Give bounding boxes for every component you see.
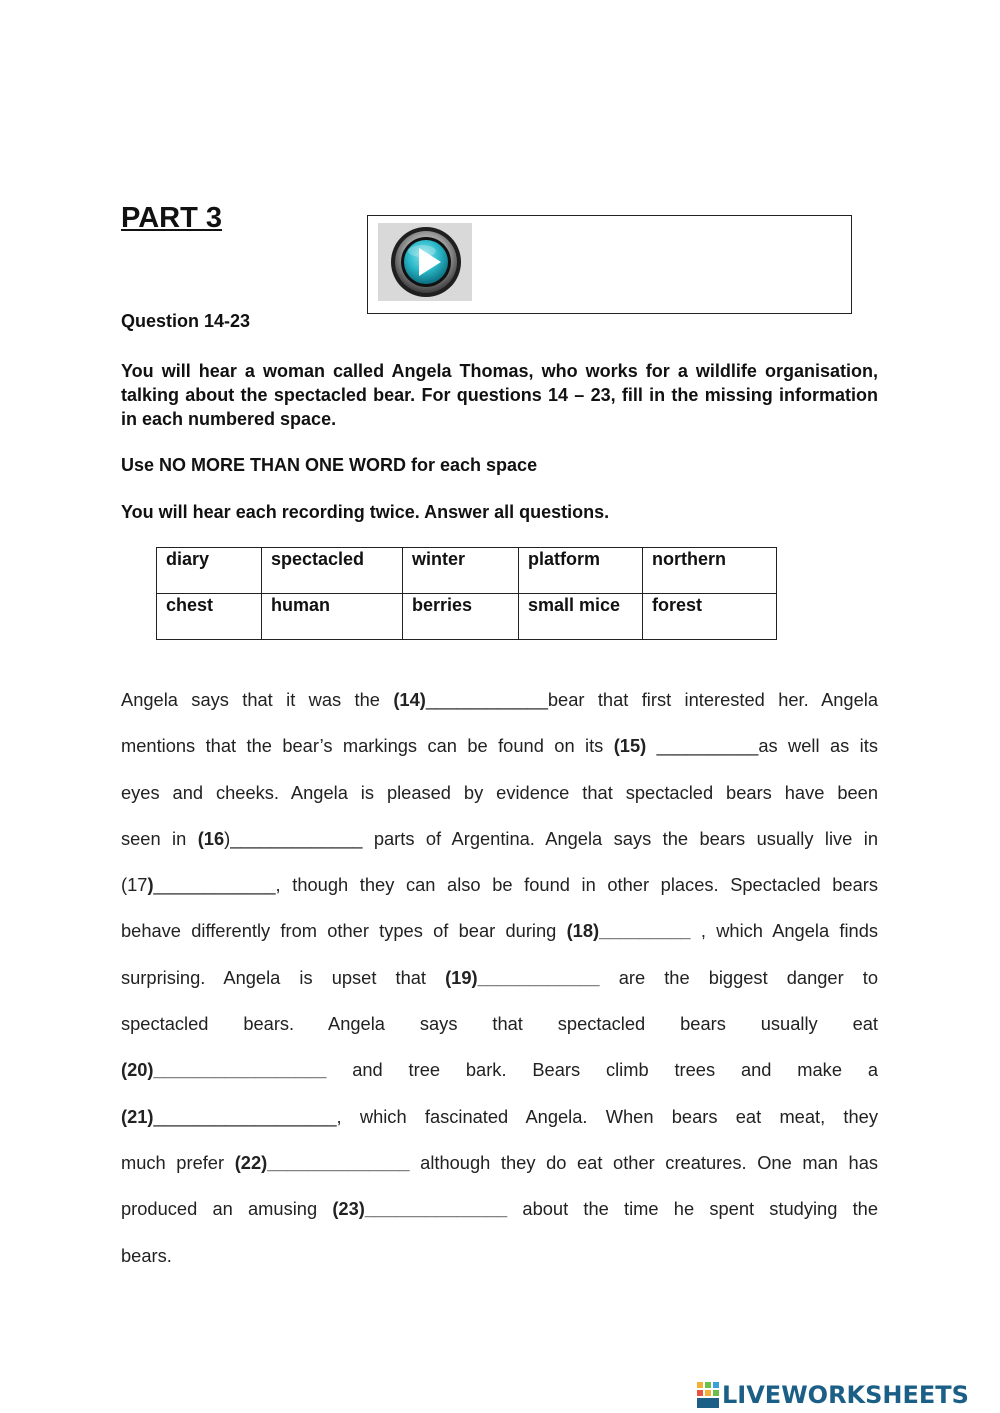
passage-text: parts of Argentina. Angela says the bears usually live in — [362, 827, 878, 849]
passage-text: mentions that the bear’s markings can be found on its — [121, 735, 614, 757]
word-bank-cell: diary — [157, 548, 262, 594]
passage-text: as well as its — [758, 735, 878, 757]
answer-blank[interactable]: _________________ — [153, 1059, 327, 1081]
word-bank-cell: human — [262, 594, 403, 640]
answer-blank[interactable]: ______________ — [364, 1198, 508, 1220]
passage-text: ) — [224, 827, 231, 849]
answer-blank[interactable]: __________________ — [153, 1105, 337, 1127]
word-bank-cell: berries — [403, 594, 519, 640]
word-bank-cell: chest — [157, 594, 262, 640]
question-number: (21) — [121, 1105, 154, 1127]
liveworksheets-logo — [697, 1380, 969, 1410]
word-bank-cell: forest — [643, 594, 777, 640]
play-button-icon[interactable] — [390, 224, 462, 300]
passage-text: , which fascinated Angela. When bears eat meat, they — [336, 1105, 878, 1127]
word-bank-cell: northern — [643, 548, 777, 594]
answer-blank[interactable]: ____________ — [477, 966, 600, 988]
passage-line — [121, 1002, 878, 1048]
question-number: (14) — [393, 689, 426, 710]
answer-blank[interactable]: __________ — [656, 735, 759, 757]
passage-line — [121, 817, 878, 863]
passage-text: seen in — [121, 827, 198, 849]
passage-line — [121, 724, 878, 770]
word-bank-cell: winter — [403, 548, 519, 594]
passage-text: eyes and cheeks. Angela is pleased by evidence that spectacled bears have been — [121, 781, 878, 803]
passage-line — [121, 1187, 878, 1233]
passage-text: bears. — [121, 1244, 172, 1266]
word-bank-cell: platform — [519, 548, 643, 594]
passage-line — [121, 956, 878, 1002]
word-bank-cell: spectacled — [262, 548, 403, 594]
passage-text: (17 — [121, 874, 148, 896]
passage-text: spectacled bears. Angela says that spectacled bears usually eat — [121, 1013, 878, 1035]
question-number: ) — [147, 874, 154, 896]
passage-line — [121, 771, 878, 817]
passage-text: about the time he spent studying the — [507, 1198, 879, 1220]
answer-blank[interactable]: _________ — [599, 920, 691, 942]
passage-text: are the biggest danger to — [599, 966, 878, 988]
question-number: (22) — [234, 1151, 268, 1173]
passage-text: although they do eat other creatures. One man has — [409, 1151, 879, 1173]
question-number: (16 — [197, 827, 225, 849]
passage-text: and tree bark. Bears climb trees and make a — [326, 1059, 878, 1081]
passage-line — [121, 909, 878, 955]
answer-blank[interactable]: ____________ — [425, 689, 548, 710]
answer-blank[interactable]: ______________ — [267, 1151, 410, 1173]
passage-line — [121, 863, 878, 909]
question-number: (23) — [332, 1198, 365, 1220]
word-bank-row — [157, 548, 777, 594]
part-title: PART 3 — [121, 202, 222, 234]
passage-line — [121, 1141, 878, 1187]
passage-text — [646, 735, 656, 756]
recording-instruction: You will hear each recording twice. Answer all questions. — [121, 502, 610, 522]
passage-text: , though they can also be found in other places. Spectacled bears — [275, 874, 878, 896]
question-range-heading: Question 14-23 — [121, 311, 251, 331]
question-number: (19) — [445, 966, 478, 988]
gap-fill-passage — [121, 678, 878, 1280]
answer-blank[interactable]: _____________ — [230, 827, 363, 849]
passage-text: produced an amusing — [121, 1198, 333, 1220]
answer-blank[interactable]: ____________ — [153, 874, 276, 896]
brand-name: LIVEWORKSHEETS — [722, 1381, 969, 1409]
passage-text: much prefer — [121, 1151, 235, 1173]
passage-text: surprising. Angela is upset that — [121, 966, 446, 988]
word-bank-cell: small mice — [519, 594, 643, 640]
passage-line — [121, 678, 878, 724]
word-bank-row — [157, 594, 777, 640]
passage-line — [121, 1234, 878, 1280]
passage-line — [121, 1095, 878, 1141]
liveworksheets-logo-icon — [697, 1382, 719, 1408]
question-number: (18) — [566, 920, 600, 942]
passage-text: Angela says that it was the — [121, 689, 394, 710]
question-number: (20) — [121, 1059, 154, 1081]
passage-line — [121, 1048, 878, 1094]
question-number: (15) — [613, 735, 647, 757]
word-limit-instruction: Use NO MORE THAN ONE WORD for each space — [121, 455, 538, 475]
passage-text: bear that first interested her. Angela — [547, 689, 878, 710]
passage-text: , which Angela finds — [690, 920, 878, 942]
passage-text: behave differently from other types of bear during — [121, 920, 567, 942]
task-instructions: You will hear a woman called Angela Thomas, who works for a wildlife organisation, talking about the spectacled bear. For questions 14 – 23, fill in the missing information in each numbered space. — [121, 361, 878, 429]
word-bank-table — [156, 547, 777, 640]
